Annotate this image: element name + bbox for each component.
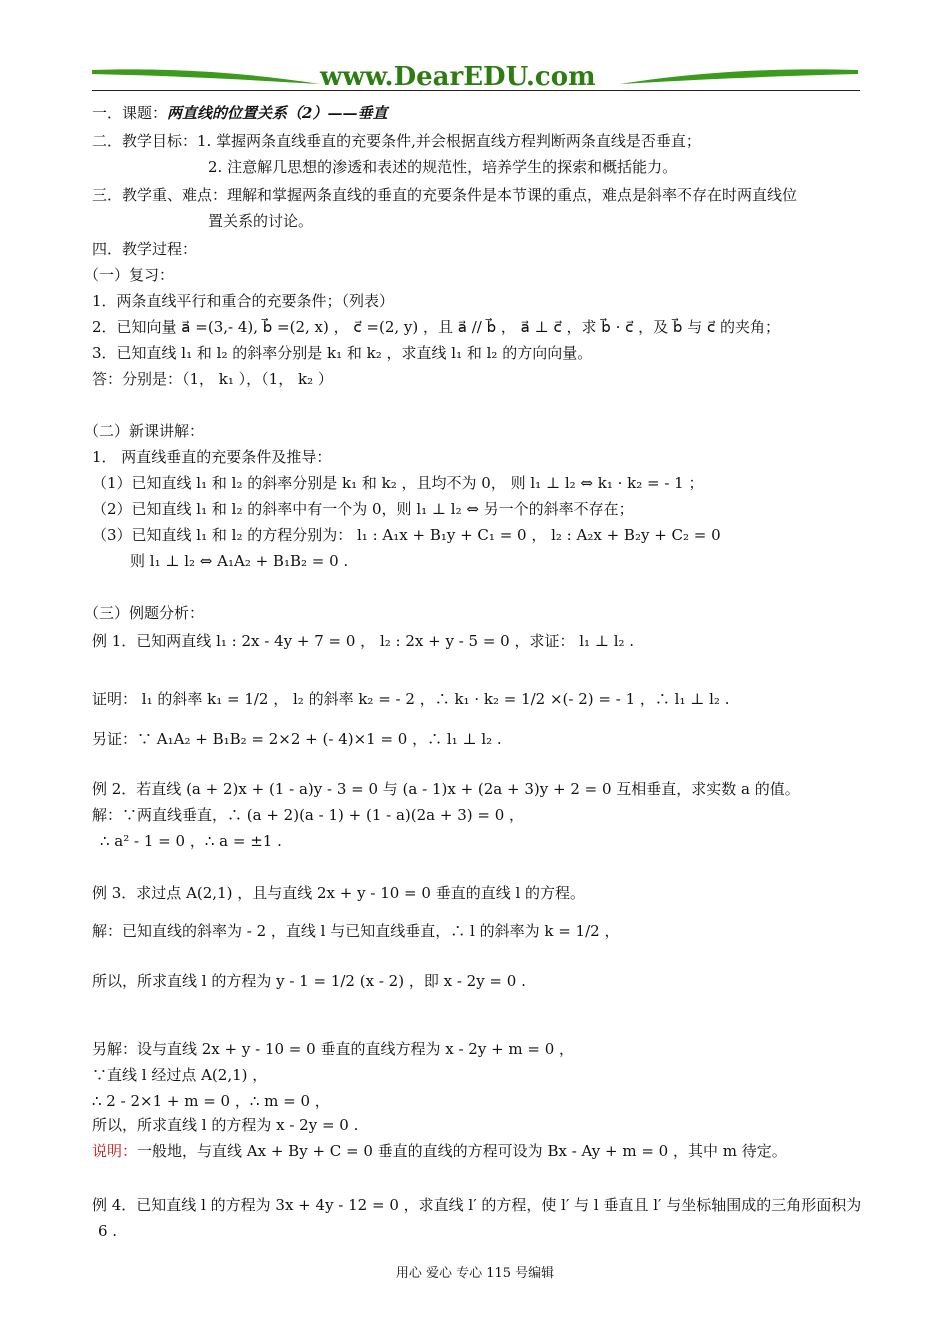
text-line-l19: 例 1．已知两直线 l₁ : 2x - 4y + 7 = 0 ， l₂ : 2x + y - 5 = 0 ，求证： l₁ ⊥ l₂ .: [92, 632, 635, 650]
text-line-l05: 置关系的讨论。: [208, 212, 314, 230]
text-line-l22: 例 2．若直线 (a + 2)x + (1 - a)y - 3 = 0 与 (a - 1)x + (2a + 3)y + 2 = 0 互相垂直，求实数 a 的值。: [92, 780, 800, 798]
site-logo: www.DearEDU.com: [320, 62, 596, 92]
text-line-l20: 证明： l₁ 的斜率 k₁ = 1/2 ， l₂ 的斜率 k₂ = - 2 ，∴ k₁ · k₂ = 1/2 ×(- 2) = - 1 ，∴ l₁ ⊥ l₂ .: [92, 690, 730, 708]
text-line-l02: 二．教学目标：1. 掌握两条直线垂直的充要条件,并会根据直线方程判断两条直线是否垂直；: [92, 132, 701, 150]
text-line-l06: 四．教学过程：: [92, 240, 198, 258]
text-line-l30: ∴ 2 - 2×1 + m = 0 ，∴ m = 0 ，: [92, 1092, 330, 1110]
text-line-l12: （二）新课讲解：: [84, 422, 205, 440]
text-line-l03: 2. 注意解几思想的渗透和表述的规范性，培养学生的探索和概括能力。: [208, 158, 678, 176]
page-footer: 用心 爱心 专心 115 号编辑: [395, 1266, 555, 1281]
right-swoosh-graphic: [620, 69, 858, 84]
text-line-l09: 2．已知向量 a⃗ =(3,- 4), b⃗ =(2, x) ， c⃗ =(2, y) ，且 a⃗ // b⃗ ， a⃗ ⊥ c⃗ ，求 b⃗ · c⃗ ，及 b⃗ 与 c⃗ 的夹角；: [92, 318, 780, 336]
text-line-l23: 解：∵两直线垂直，∴ (a + 2)(a - 1) + (1 - a)(2a + 3) = 0 ，: [92, 806, 525, 824]
text-line-l32: 说明：一般地，与直线 Ax + By + C = 0 垂直的直线的方程可设为 Bx - Ay + m = 0 ，其中 m 待定。: [92, 1142, 787, 1160]
text-line-l34: 6 .: [98, 1222, 118, 1240]
text-line-l28: 另解：设与直线 2x + y - 10 = 0 垂直的直线方程为 x - 2y + m = 0 ，: [92, 1040, 575, 1058]
text-line-l26: 解：已知直线的斜率为 - 2 ，直线 l 与已知直线垂直，∴ l 的斜率为 k = 1/2 ，: [92, 922, 620, 940]
left-swoosh-graphic: [92, 69, 320, 84]
text-line-l25: 例 3．求过点 A(2,1) ，且与直线 2x + y - 10 = 0 垂直的直线 l 的方程。: [92, 884, 586, 902]
text-line-l11: 答：分别是：（1， k₁ ），（1， k₂ ）: [92, 370, 333, 388]
text-line-l24: ∴ a² - 1 = 0 ，∴ a = ±1 .: [100, 832, 282, 850]
text-line-l14: （1）已知直线 l₁ 和 l₂ 的斜率分别是 k₁ 和 k₂ ，且均不为 0， 则 l₁ ⊥ l₂ ⇔ k₁ · k₂ = - 1 ；: [92, 474, 704, 492]
text-line-l10: 3．已知直线 l₁ 和 l₂ 的斜率分别是 k₁ 和 k₂ ，求直线 l₁ 和 l₂ 的方向向量。: [92, 344, 593, 362]
text-line-l15: （2）已知直线 l₁ 和 l₂ 的斜率中有一个为 0，则 l₁ ⊥ l₂ ⇔ 另一个的斜率不存在；: [92, 500, 634, 518]
text-line-l18: （三）例题分析：: [84, 604, 205, 622]
text-line-l21: 另证：∵ A₁A₂ + B₁B₂ = 2×2 + (- 4)×1 = 0 ，∴ l₁ ⊥ l₂ .: [92, 730, 502, 748]
text-line-l01: 一．课题：两直线的位置关系（2）——垂直: [92, 104, 388, 122]
text-line-l04: 三．教学重、难点：理解和掌握两条直线的垂直的充要条件是本节课的重点，难点是斜率不存在时两直线位: [92, 186, 798, 204]
text-line-l31: 所以，所求直线 l 的方程为 x - 2y = 0 .: [92, 1116, 359, 1134]
text-line-l13: 1． 两直线垂直的充要条件及推导：: [92, 448, 332, 466]
text-line-l33: 例 4．已知直线 l 的方程为 3x + 4y - 12 = 0 ，求直线 l′ 的方程，使 l′ 与 l 垂直且 l′ 与坐标轴围成的三角形面积为: [92, 1196, 862, 1214]
text-line-l17: 则 l₁ ⊥ l₂ ⇔ A₁A₂ + B₁B₂ = 0 .: [130, 552, 349, 570]
text-line-l29: ∵直线 l 经过点 A(2,1) ，: [92, 1066, 268, 1084]
text-line-l16: （3）已知直线 l₁ 和 l₂ 的方程分别为： l₁ : A₁x + B₁y + C₁ = 0 ， l₂ : A₂x + B₂y + C₂ = 0: [92, 526, 721, 544]
text-line-l27: 所以，所求直线 l 的方程为 y - 1 = 1/2 (x - 2) ，即 x - 2y = 0 .: [92, 972, 526, 990]
text-line-l08: 1．两条直线平行和重合的充要条件；（列表）: [92, 292, 395, 310]
text-line-l07: （一）复习：: [84, 266, 175, 284]
